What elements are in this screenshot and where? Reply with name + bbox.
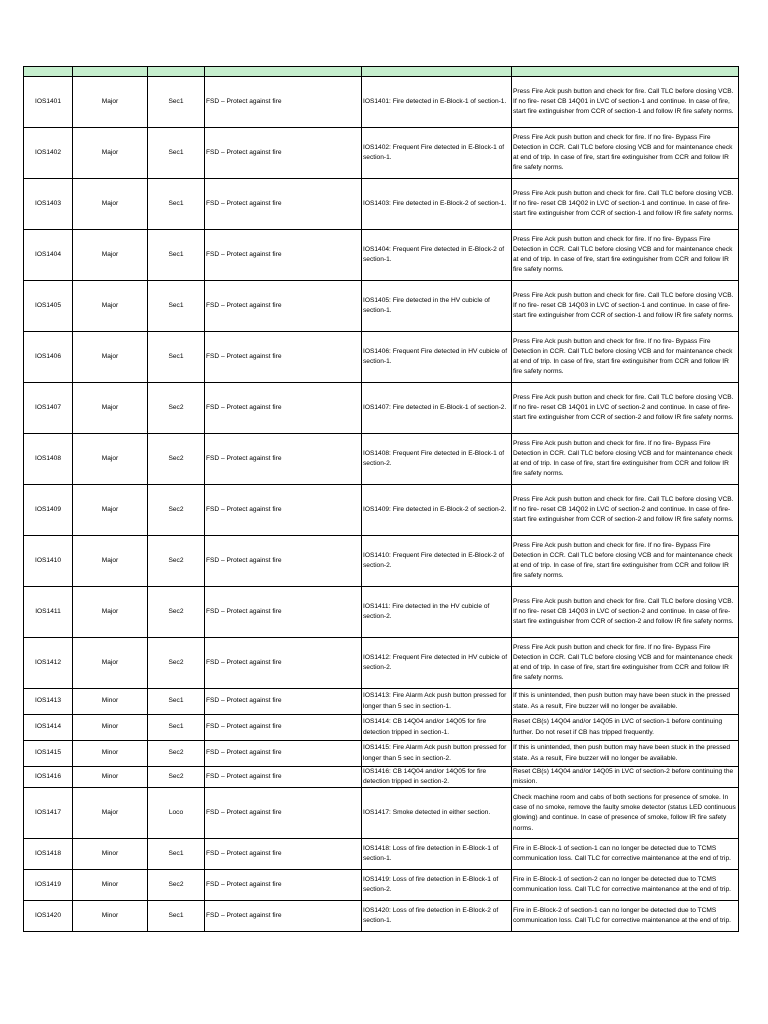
description-cell: IOS1410: Frequent Fire detected in E-Block-2 of section-2.	[362, 536, 512, 587]
code-cell: IOS1420	[24, 901, 73, 932]
severity-cell: Major	[73, 179, 148, 230]
header-cell-section	[148, 67, 205, 77]
category-cell: FSD – Protect against fire	[205, 638, 362, 689]
category-cell: FSD – Protect against fire	[205, 434, 362, 485]
section-cell: Sec2	[148, 536, 205, 587]
table-row	[24, 332, 739, 383]
table-row	[24, 715, 739, 741]
action-cell: Fire in E-Block-1 of section-2 can no longer be detected due to TCMS communication loss. Call TLC for corrective maintenance at the end of trip.	[512, 870, 739, 901]
code-cell: IOS1411	[24, 587, 73, 638]
category-cell: FSD – Protect against fire	[205, 870, 362, 901]
action-cell: Press Fire Ack push button and check for fire. If no fire- Bypass Fire Detection in CCR. Call TLC before closing VCB and for maintenance check at end of trip. In case of fire, start fire extinguisher from CCR and follow IR fire safety norms.	[512, 638, 739, 689]
description-cell: IOS1403: Fire detected in E-Block-2 of section-1.	[362, 179, 512, 230]
code-cell: IOS1416	[24, 767, 73, 788]
severity-cell: Minor	[73, 767, 148, 788]
table-row	[24, 536, 739, 587]
description-cell: IOS1404: Frequent Fire detected in E-Block-2 of section-1.	[362, 230, 512, 281]
section-cell: Sec2	[148, 485, 205, 536]
description-cell: IOS1417: Smoke detected in either section.	[362, 788, 512, 839]
severity-cell: Minor	[73, 741, 148, 767]
code-cell: IOS1404	[24, 230, 73, 281]
action-cell: Reset CB(s) 14Q04 and/or 14Q05 in LVC of section-2 before continuing the mission.	[512, 767, 739, 788]
category-cell: FSD – Protect against fire	[205, 536, 362, 587]
severity-cell: Minor	[73, 839, 148, 870]
action-cell: If this is unintended, then push button may have been stuck in the pressed state. As a result, Fire buzzer will no longer be available.	[512, 689, 739, 715]
table-row	[24, 839, 739, 870]
table-row	[24, 485, 739, 536]
category-cell: FSD – Protect against fire	[205, 587, 362, 638]
table-row	[24, 741, 739, 767]
code-cell: IOS1415	[24, 741, 73, 767]
code-cell: IOS1407	[24, 383, 73, 434]
section-cell: Sec2	[148, 767, 205, 788]
code-cell: IOS1408	[24, 434, 73, 485]
description-cell: IOS1419: Loss of fire detection in E-Block-1 of section-2.	[362, 870, 512, 901]
action-cell: Press Fire Ack push button and check for fire. Call TLC before closing VCB. If no fire- reset CB 14Q03 in LVC of section-2 and continue. In case of fire- start fire extinguisher from CCR of section-2 and follow IR fire safety norms.	[512, 587, 739, 638]
code-cell: IOS1405	[24, 281, 73, 332]
action-cell: Reset CB(s) 14Q04 and/or 14Q05 in LVC of section-1 before continuing further. Do not reset if CB has tripped frequently.	[512, 715, 739, 741]
section-cell: Sec1	[148, 77, 205, 128]
header-row	[24, 67, 739, 77]
table-row	[24, 870, 739, 901]
table-row	[24, 179, 739, 230]
severity-cell: Major	[73, 77, 148, 128]
action-cell: Press Fire Ack push button and check for fire. If no fire- Bypass Fire Detection in CCR. Call TLC before closing VCB and for maintenance check at end of trip. In case of fire, start fire extinguisher from CCR and follow IR fire safety norms.	[512, 332, 739, 383]
code-cell: IOS1401	[24, 77, 73, 128]
section-cell: Sec2	[148, 383, 205, 434]
section-cell: Sec1	[148, 179, 205, 230]
action-cell: Press Fire Ack push button and check for fire. Call TLC before closing VCB. If no fire- reset CB 14Q01 in LVC of section-1 and continue. In case of fire, start fire extinguisher from CCR of section-1 and follow IR fire safety norms.	[512, 77, 739, 128]
header-cell-action	[512, 67, 739, 77]
severity-cell: Major	[73, 638, 148, 689]
severity-cell: Major	[73, 128, 148, 179]
code-cell: IOS1412	[24, 638, 73, 689]
table-row	[24, 767, 739, 788]
table-row	[24, 383, 739, 434]
table-row	[24, 128, 739, 179]
fault-table	[23, 66, 739, 932]
description-cell: IOS1406: Frequent Fire detected in HV cubicle of section-1.	[362, 332, 512, 383]
action-cell: Press Fire Ack push button and check for fire. Call TLC before closing VCB. If no fire- reset CB 14Q01 in LVC of section-2 and continue. In case of fire- start fire extinguisher from CCR of section-2 and follow IR fire safety norms.	[512, 383, 739, 434]
code-cell: IOS1410	[24, 536, 73, 587]
category-cell: FSD – Protect against fire	[205, 179, 362, 230]
section-cell: Sec1	[148, 332, 205, 383]
table-row	[24, 689, 739, 715]
action-cell: Press Fire Ack push button and check for fire. If no fire- Bypass Fire Detection in CCR. Call TLC before closing VCB and for maintenance check at end of trip. In case of fire, start fire extinguisher from CCR and follow IR fire safety norms.	[512, 230, 739, 281]
action-cell: Press Fire Ack push button and check for fire. Call TLC before closing VCB. If no fire- reset CB 14Q03 in LVC of section-1 and continue. In case of fire- start fire extinguisher from CCR of section-1 and follow IR fire safety norms.	[512, 281, 739, 332]
category-cell: FSD – Protect against fire	[205, 901, 362, 932]
section-cell: Sec1	[148, 128, 205, 179]
section-cell: Loco	[148, 788, 205, 839]
severity-cell: Minor	[73, 715, 148, 741]
table-row	[24, 77, 739, 128]
code-cell: IOS1413	[24, 689, 73, 715]
code-cell: IOS1418	[24, 839, 73, 870]
category-cell: FSD – Protect against fire	[205, 715, 362, 741]
section-cell: Sec2	[148, 870, 205, 901]
code-cell: IOS1409	[24, 485, 73, 536]
action-cell: Fire in E-Block-1 of section-1 can no longer be detected due to TCMS communication loss. Call TLC for corrective maintenance at the end of trip.	[512, 839, 739, 870]
severity-cell: Major	[73, 332, 148, 383]
code-cell: IOS1417	[24, 788, 73, 839]
section-cell: Sec1	[148, 689, 205, 715]
category-cell: FSD – Protect against fire	[205, 77, 362, 128]
section-cell: Sec1	[148, 715, 205, 741]
category-cell: FSD – Protect against fire	[205, 230, 362, 281]
category-cell: FSD – Protect against fire	[205, 485, 362, 536]
description-cell: IOS1407: Fire detected in E-Block-1 of section-2.	[362, 383, 512, 434]
action-cell: Check machine room and cabs of both sections for presence of smoke. In case of no smoke, remove the faulty smoke detector (status LED continuous glowing) and continue. In case of presence of smoke, follow IR fire safety norms.	[512, 788, 739, 839]
severity-cell: Minor	[73, 901, 148, 932]
description-cell: IOS1401: Fire detected in E-Block-1 of section-1.	[362, 77, 512, 128]
section-cell: Sec1	[148, 281, 205, 332]
severity-cell: Major	[73, 536, 148, 587]
category-cell: FSD – Protect against fire	[205, 332, 362, 383]
description-cell: IOS1414: CB 14Q04 and/or 14Q05 for fire detection tripped in section-1.	[362, 715, 512, 741]
severity-cell: Major	[73, 230, 148, 281]
severity-cell: Minor	[73, 870, 148, 901]
category-cell: FSD – Protect against fire	[205, 383, 362, 434]
header-cell-id	[24, 67, 73, 77]
header-cell-category	[205, 67, 362, 77]
description-cell: IOS1405: Fire detected in the HV cubicle of section-1.	[362, 281, 512, 332]
action-cell: If this is unintended, then push button may have been stuck in the pressed state. As a result, Fire buzzer will no longer be available.	[512, 741, 739, 767]
code-cell: IOS1402	[24, 128, 73, 179]
category-cell: FSD – Protect against fire	[205, 767, 362, 788]
section-cell: Sec2	[148, 434, 205, 485]
description-cell: IOS1409: Fire detected in E-Block-2 of section-2.	[362, 485, 512, 536]
description-cell: IOS1420: Loss of fire detection in E-Block-2 of section-1.	[362, 901, 512, 932]
table-row	[24, 638, 739, 689]
section-cell: Sec2	[148, 741, 205, 767]
section-cell: Sec2	[148, 638, 205, 689]
table-row	[24, 281, 739, 332]
section-cell: Sec1	[148, 901, 205, 932]
fault-table-body	[24, 67, 739, 932]
section-cell: Sec2	[148, 587, 205, 638]
severity-cell: Major	[73, 485, 148, 536]
description-cell: IOS1411: Fire detected in the HV cubicle of section-2.	[362, 587, 512, 638]
category-cell: FSD – Protect against fire	[205, 689, 362, 715]
description-cell: IOS1402: Frequent Fire detected in E-Block-1 of section-1.	[362, 128, 512, 179]
category-cell: FSD – Protect against fire	[205, 281, 362, 332]
table-row	[24, 901, 739, 932]
description-cell: IOS1415: Fire Alarm Ack push button pressed for longer than 5 sec in section-2.	[362, 741, 512, 767]
action-cell: Press Fire Ack push button and check for fire. Call TLC before closing VCB. If no fire- reset CB 14Q02 in LVC of section-2 and continue. In case of fire- start fire extinguisher from CCR of section-2 and follow IR fire safety norms.	[512, 485, 739, 536]
severity-cell: Major	[73, 587, 148, 638]
code-cell: IOS1406	[24, 332, 73, 383]
table-row	[24, 434, 739, 485]
description-cell: IOS1408: Frequent Fire detected in E-Block-1 of section-2.	[362, 434, 512, 485]
section-cell: Sec1	[148, 839, 205, 870]
description-cell: IOS1412: Frequent Fire detected in HV cubicle of section-2.	[362, 638, 512, 689]
section-cell: Sec1	[148, 230, 205, 281]
severity-cell: Major	[73, 281, 148, 332]
action-cell: Press Fire Ack push button and check for fire. If no fire- Bypass Fire Detection in CCR. Call TLC before closing VCB and for maintenance check at end of trip. In case of fire, start fire extinguisher from CCR and follow IR fire safety norms.	[512, 128, 739, 179]
severity-cell: Major	[73, 434, 148, 485]
table-row	[24, 587, 739, 638]
code-cell: IOS1414	[24, 715, 73, 741]
code-cell: IOS1419	[24, 870, 73, 901]
severity-cell: Major	[73, 788, 148, 839]
description-cell: IOS1416: CB 14Q04 and/or 14Q05 for fire detection tripped in section-2.	[362, 767, 512, 788]
severity-cell: Major	[73, 383, 148, 434]
description-cell: IOS1413: Fire Alarm Ack push button pressed for longer than 5 sec in section-1.	[362, 689, 512, 715]
category-cell: FSD – Protect against fire	[205, 741, 362, 767]
action-cell: Press Fire Ack push button and check for fire. If no fire- Bypass Fire Detection in CCR. Call TLC before closing VCB and for maintenance check at end of trip. In case of fire, start fire extinguisher from CCR and follow IR fire safety norms.	[512, 434, 739, 485]
header-cell-description	[362, 67, 512, 77]
action-cell: Fire in E-Block-2 of section-1 can no longer be detected due to TCMS communication loss. Call TLC for corrective maintenance at the end of trip.	[512, 901, 739, 932]
category-cell: FSD – Protect against fire	[205, 788, 362, 839]
table-row	[24, 230, 739, 281]
code-cell: IOS1403	[24, 179, 73, 230]
description-cell: IOS1418: Loss of fire detection in E-Block-1 of section-1.	[362, 839, 512, 870]
category-cell: FSD – Protect against fire	[205, 128, 362, 179]
table-row	[24, 788, 739, 839]
action-cell: Press Fire Ack push button and check for fire. Call TLC before closing VCB. If no fire- reset CB 14Q02 in LVC of section-1 and continue. In case of fire- start fire extinguisher from CCR of section-1 and follow IR fire safety norms.	[512, 179, 739, 230]
action-cell: Press Fire Ack push button and check for fire. If no fire- Bypass Fire Detection in CCR. Call TLC before closing VCB and for maintenance check at end of trip. In case of fire, start fire extinguisher from CCR and follow IR fire safety norms.	[512, 536, 739, 587]
severity-cell: Minor	[73, 689, 148, 715]
header-cell-severity	[73, 67, 148, 77]
category-cell: FSD – Protect against fire	[205, 839, 362, 870]
